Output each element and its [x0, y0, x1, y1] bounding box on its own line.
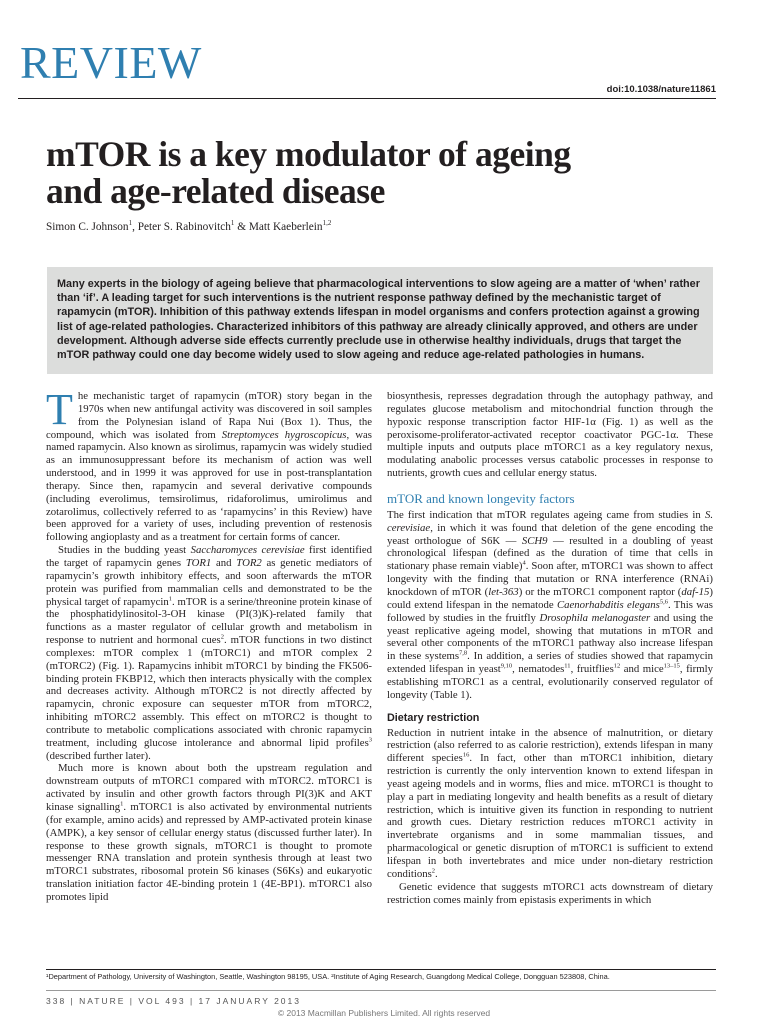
paragraph: [46, 544, 372, 762]
text-run: ) could extend lifespan in the nematode: [387, 585, 713, 611]
affiliation-marker: 1: [128, 219, 133, 228]
citation-ref[interactable]: 2: [220, 633, 224, 641]
paragraph: [387, 727, 713, 881]
page-folio: 338 | NATURE | VOL 493 | 17 JANUARY 2013: [46, 996, 301, 1006]
citation-ref[interactable]: 9,10: [500, 662, 513, 670]
copyright-notice: © 2013 Macmillan Publishers Limited. All rights reserved: [277, 1008, 491, 1018]
text-run: , fruitflies: [570, 663, 614, 676]
affiliation-footnote: ¹Department of Pathology, University of Washington, Seattle, Washington 98195, USA. ²Institute of Aging Research, Guangdong Medical College, Dongguan 523808, China.: [46, 972, 610, 981]
text-run: and mice: [620, 663, 664, 676]
author-name: Simon C. Johnson: [46, 221, 129, 233]
text-run: , was named rapamycin. Also known as sirolimus, rapamycin was widely studied as an immunosuppressant before its mechanism of action was well understood, and in 1999 it was approved for use in post-transplantation therapy. Since then, rapamycin and several derivative compounds (including everolimus, temsirolimus, ridaforolimus, umirolimus and zotarolimus, collectively referred to as ‘rapamycins’ in this Review) have been approved for a variety of uses, including prevention of restenosis following angioplasty and as a treatment for certain forms of cancer.: [46, 428, 372, 544]
citation-ref[interactable]: 2: [431, 867, 436, 875]
text-run: . In fact, other than mTORC1 inhibition, dietary restriction is currently the only intervention known to extend lifespan in yeast ageing models and in worms, flies and mice. mTORC1 is thought to play a part in mediating longevity and health benefits as a result of dietary restriction, which is intuitive given its function in responding to nutrient and growth cues. Dietary restriction reduces mTORC1 activity in invertebrate organisms and in some mammalian tissues, and pharmacological or genetic disruption of mTORC1 is sufficient to extend lifespan in both invertebrates and mice under non-dietary restriction conditions: [387, 752, 714, 880]
citation-ref[interactable]: 3: [368, 736, 372, 744]
section-label: REVIEW: [20, 37, 202, 88]
species-name: Saccharomyces cerevisiae: [190, 544, 305, 557]
paragraph: [46, 762, 372, 903]
text-run: Reduction in nutrient intake in the absence of malnutrition, or dietary restriction (also referred to as calorie restriction), extends lifespan in many different species: [387, 726, 713, 765]
citation-ref[interactable]: 1: [120, 800, 124, 808]
text-run: first identified the target of rapamycin genes: [46, 544, 372, 569]
gene-name: SCH9: [521, 534, 548, 547]
gene-name: TOR2: [236, 556, 262, 569]
title-line-2: and age-related disease: [46, 171, 385, 211]
citation-ref[interactable]: 16: [462, 751, 470, 759]
citation-ref[interactable]: 11: [564, 662, 571, 670]
text-run: he mechanistic target of rapamycin (mTOR) story began in the 1970s when new antifungal activity was discovered in soil samples from the Polynesian island of Rapa Nui (Box 1). Thus, the compound, which was isolated from: [46, 390, 372, 441]
citation-ref[interactable]: 13–15: [663, 662, 680, 670]
header-rule: [18, 98, 716, 99]
text-run: . mTORC1 is also activated by environmental nutrients (for example, amino acids) and repressed by AMP-activated protein kinase (AMPK), a key sensor of cellular energy status (discussed further later). In response to these growth signals, mTORC1 is thought to promote messenger RNA translation and protein synthesis through at least two mTORC1 substrates, ribosomal protein S6 kinases (S6Ks) and eukaryotic translation initiation factor 4E-binding protein 1 (4E-BP1). mTORC1 also promotes lipid: [46, 801, 372, 903]
text-run: (described further later).: [46, 749, 151, 762]
text-run: . mTOR functions in two distinct complexes: mTOR complex 1 (mTORC1) and mTOR complex 2 (mTORC2) (Fig. 1). Rapamycins inhibit mTORC1 by binding the FK506-binding protein FKBP12, which then interacts physically with the complex and decreases activity. Although mTORC2 is not directly affected by rapamycin, chronic exposure can sequester mTOR from mTORC2, inhibiting mTORC2 assembly. This effect on mTORC2 is thought to contribute to metabolic complications associated with chronic rapamycin treatment, including glucose intolerance and abnormal lipid profiles: [46, 634, 372, 749]
paragraph: Genetic evidence that suggests mTORC1 acts downstream of dietary restriction comes mainly from epistasis experiments in which: [387, 880, 713, 906]
text-run: , nematodes: [512, 663, 565, 676]
species-name: Caenorhabditis elegans: [556, 598, 660, 611]
citation-ref[interactable]: 7,8: [459, 649, 468, 657]
text-run: . This was followed by studies in the fruitfly: [387, 598, 713, 624]
text-run: Much more is known about both the upstream regulation and downstream outputs of mTORC1 compared with mTORC2. mTORC1 is activated by insulin and other growth factors through PI(3)K and AKT kinase signalling: [46, 762, 372, 813]
gene-name: let-363: [488, 585, 519, 598]
species-name: S. cerevisiae: [387, 508, 713, 534]
text-run: . Soon after, mTORC1 was shown to affect longevity with the finding that mutation or RNA interference (RNAi) knockdown of mTOR (: [387, 560, 714, 598]
citation-ref[interactable]: 12: [613, 662, 621, 670]
citation-ref[interactable]: 4: [522, 559, 526, 567]
abstract-box: [47, 267, 713, 374]
paragraph: [46, 385, 372, 544]
left-column: [46, 385, 372, 904]
species-name: Drosophila melanogaster: [539, 611, 651, 624]
subsection-heading: Dietary restriction: [387, 711, 480, 724]
text-run: as genetic mediators of rapamycin’s growth inhibitory effects, and soon afterwards the mTOR protein was purified from mammalian cells and demonstrated to be the physical target of rapamycin: [46, 556, 372, 608]
text-run: , in which it was found that deletion of the gene encoding the yeast orthologue of S6K —: [387, 521, 713, 547]
text-run: . mTOR is a serine/threonine protein kinase of the phosphatidylinositol-3-OH kinase (PI(3)K)-related family that functions as a master regulator of cellular growth and metabolism in response to nutrient and hormonal cues: [46, 595, 372, 647]
footnote-rule: [46, 969, 716, 970]
right-column: [387, 390, 713, 906]
citation-ref[interactable]: 5,6: [659, 598, 668, 606]
folio-rule: [46, 990, 716, 991]
text-run: Studies in the budding yeast: [58, 544, 191, 557]
affiliation-marker: 1: [230, 219, 235, 228]
title-line-1: mTOR is a key modulator of ageing: [46, 134, 571, 174]
text-run: — resulted in a doubling of yeast chronological lifespan (defined as the duration of time that cells in stationary phase remain viable): [387, 534, 714, 573]
drop-cap: T: [46, 385, 73, 434]
paragraph: [387, 509, 713, 702]
author-list: [46, 221, 331, 233]
text-run: The first indication that mTOR regulates ageing came from studies in: [387, 508, 705, 521]
text-run: .: [435, 867, 438, 880]
article-title: [46, 136, 686, 210]
paragraph: biosynthesis, represses degradation through the autophagy pathway, and regulates glucose metabolism and mitochondrial function through the hypoxic response transcription factor HIF-1α (Fig. 1) as well as the peroxisome-proliferator-activated receptor coactivator PGC-1α. These multiple inputs and outputs place mTORC1 as a key regulatory nexus, modulating anabolic processes versus catabolic processes in response to nutrients, growth cues and cellular energy status.: [387, 390, 713, 480]
abstract-text: Many experts in the biology of ageing believe that pharmacological interventions to slow ageing are a matter of ‘when’ rather than ‘if’. A leading target for such interventions is the nutrient response pathway defined by the mechanistic target of rapamycin (mTOR). Inhibition of this pathway extends lifespan in model organisms and confers protection against a growing list of age-related pathologies. Characterized inhibitors of this pathway are already clinically approved, and others are under development. Although adverse side effects currently preclude use in otherwise healthy individuals, drugs that target the mTOR pathway could one day become widely used to slow ageing and reduce age-related pathologies in humans.: [57, 278, 700, 362]
text-run: and using the yeast replicative ageing model, showing that mutations in mTOR and several other components of the mTORC1 pathway also increase lifespan in these systems: [387, 611, 713, 663]
section-heading: mTOR and known longevity factors: [387, 490, 575, 506]
text-run: ) or the mTORC1 component raptor (: [518, 585, 682, 598]
citation-ref[interactable]: 1: [168, 594, 173, 602]
affiliation-marker: 1,2: [322, 219, 332, 228]
doi-link[interactable]: doi:10.1038/nature11861: [606, 84, 716, 95]
text-run: . In addition, a series of studies showed that rapamycin extended lifespan in yeast: [387, 650, 713, 676]
text-run: and: [211, 556, 237, 569]
gene-name: daf-15: [681, 585, 710, 598]
text-run: , firmly establishing mTORC1 as a central, evolutionarily conserved regulator of longevity (Table 1).: [387, 663, 713, 701]
species-name: Streptomyces hygroscopicus: [221, 428, 347, 441]
gene-name: TOR1: [185, 556, 212, 569]
author-name: & Matt Kaeberlein: [234, 221, 323, 233]
author-name: , Peter S. Rabinovitch: [132, 221, 231, 233]
